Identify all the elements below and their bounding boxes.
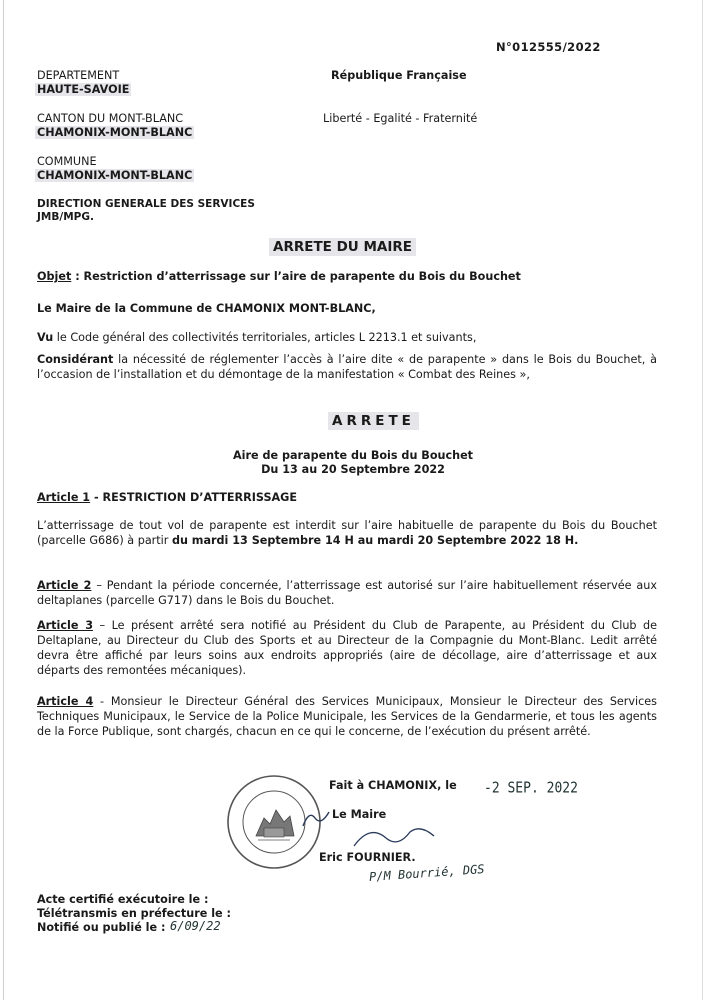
- mayor-signature-scribble: [350, 822, 440, 852]
- signature-name: Eric FOURNIER.: [319, 851, 416, 864]
- article4-paragraph: [37, 694, 657, 739]
- signature-date-stamp: -2 SEP. 2022: [484, 779, 578, 798]
- vu-label: Vu: [37, 331, 54, 344]
- article2-text: – Pendant la période concernée, l’atterrissage est autorisé sur l’aire habituellement réservée aux deltaplanes (parcelle G717) dans le Bois du Bouchet.: [37, 579, 657, 607]
- page-edge-right: [702, 0, 703, 1000]
- arrete-heading: ARRETE: [328, 412, 419, 430]
- article1-paragraph: [37, 518, 657, 548]
- canton-value: CHAMONIX-MONT-BLANC: [37, 126, 193, 139]
- department-label: DEPARTEMENT: [37, 69, 120, 82]
- considerant-text: la nécessité de réglementer l’accès à l’aire dite « de parapente » dans le Bois du Bouchet, à l’occasion de l’installation et du démontage de la manifestation « Combat des Reines »,: [37, 353, 657, 381]
- dgs-handwritten-note: P/M Bourrié, DGS: [368, 861, 485, 885]
- object-label: Objet: [37, 270, 72, 283]
- subtitle-line1: Aire de parapente du Bois du Bouchet: [232, 449, 474, 462]
- commune-label: COMMUNE: [37, 155, 97, 168]
- reference-number: N°012555/2022: [496, 40, 601, 54]
- article1-label: Article 1: [37, 491, 91, 504]
- commune-value: CHAMONIX-MONT-BLANC: [37, 169, 193, 182]
- article1-bold: du mardi 13 Septembre 14 H au mardi 20 Septembre 2022 18 H.: [171, 534, 579, 547]
- canton-label: CANTON DU MONT-BLANC: [37, 112, 184, 125]
- article3-paragraph: [37, 618, 657, 678]
- article4-text: - Monsieur le Directeur Général des Services Municipaux, Monsieur le Directeur des Services Techniques Municipaux, le Service de la Police Municipale, les Services de la Gendarmerie, et tous les agents de la Force Publique, sont chargés, chacun en ce qui le concerne, de l’exécution du présent arrêté.: [37, 695, 657, 738]
- object-line: [37, 270, 521, 283]
- signature-role: Le Maire: [332, 808, 387, 821]
- direction-initials: JMB/MPG.: [37, 211, 94, 223]
- article3-label: Article 3: [37, 619, 94, 632]
- department-value: HAUTE-SAVOIE: [37, 83, 130, 96]
- footer-transmitted: Télétransmis en préfecture le :: [37, 907, 231, 920]
- footer-notified: Notifié ou publié le :: [37, 921, 166, 934]
- subtitle-line2: Du 13 au 20 Septembre 2022: [261, 463, 445, 476]
- republic-label: République Française: [331, 69, 467, 82]
- article1-text: L’atterrissage de tout vol de parapente est interdit sur l’aire habituelle de parapente du Bois du Bouchet (parcelle G686) à partir: [37, 519, 657, 547]
- article2-paragraph: [37, 578, 657, 608]
- article4-label: Article 4: [37, 695, 94, 708]
- footer-executory: Acte certifié exécutoire le :: [37, 893, 209, 906]
- article1-heading: [37, 491, 297, 504]
- vu-line: [37, 331, 476, 344]
- considerant-paragraph: [37, 352, 657, 382]
- direction-label: DIRECTION GENERALE DES SERVICES: [37, 198, 255, 210]
- object-text: : Restriction d’atterrissage sur l’aire de parapente du Bois du Bouchet: [71, 270, 521, 283]
- article1-title: - RESTRICTION D’ATTERRISSAGE: [90, 491, 297, 504]
- considerant-label: Considérant: [37, 353, 114, 366]
- signature-stroke-icon: [301, 806, 331, 828]
- article2-label: Article 2: [37, 579, 92, 592]
- motto: Liberté - Egalité - Fraternité: [323, 112, 478, 125]
- footer-handwritten-date: 6/09/22: [170, 919, 221, 933]
- vu-text: le Code général des collectivités territoriales, articles L 2213.1 et suivants,: [53, 331, 477, 344]
- signature-place: Fait à CHAMONIX, le: [329, 779, 457, 792]
- page-edge-left: [3, 0, 4, 1000]
- document-title: ARRETE DU MAIRE: [269, 238, 416, 256]
- article3-text: – Le présent arrêté sera notifié au Président du Club de Parapente, au Président du Club de Deltaplane, au Directeur du Club des Sports et au Directeur de la Compagnie du Mont-Blanc. Ledit arrêté devra être affiché par leurs soins aux endroits appropriés (aire de décollage, aire d’atterrissage et aux départs des remontées mécaniques).: [37, 619, 658, 677]
- mayor-line: Le Maire de la Commune de CHAMONIX MONT-BLANC,: [37, 302, 376, 315]
